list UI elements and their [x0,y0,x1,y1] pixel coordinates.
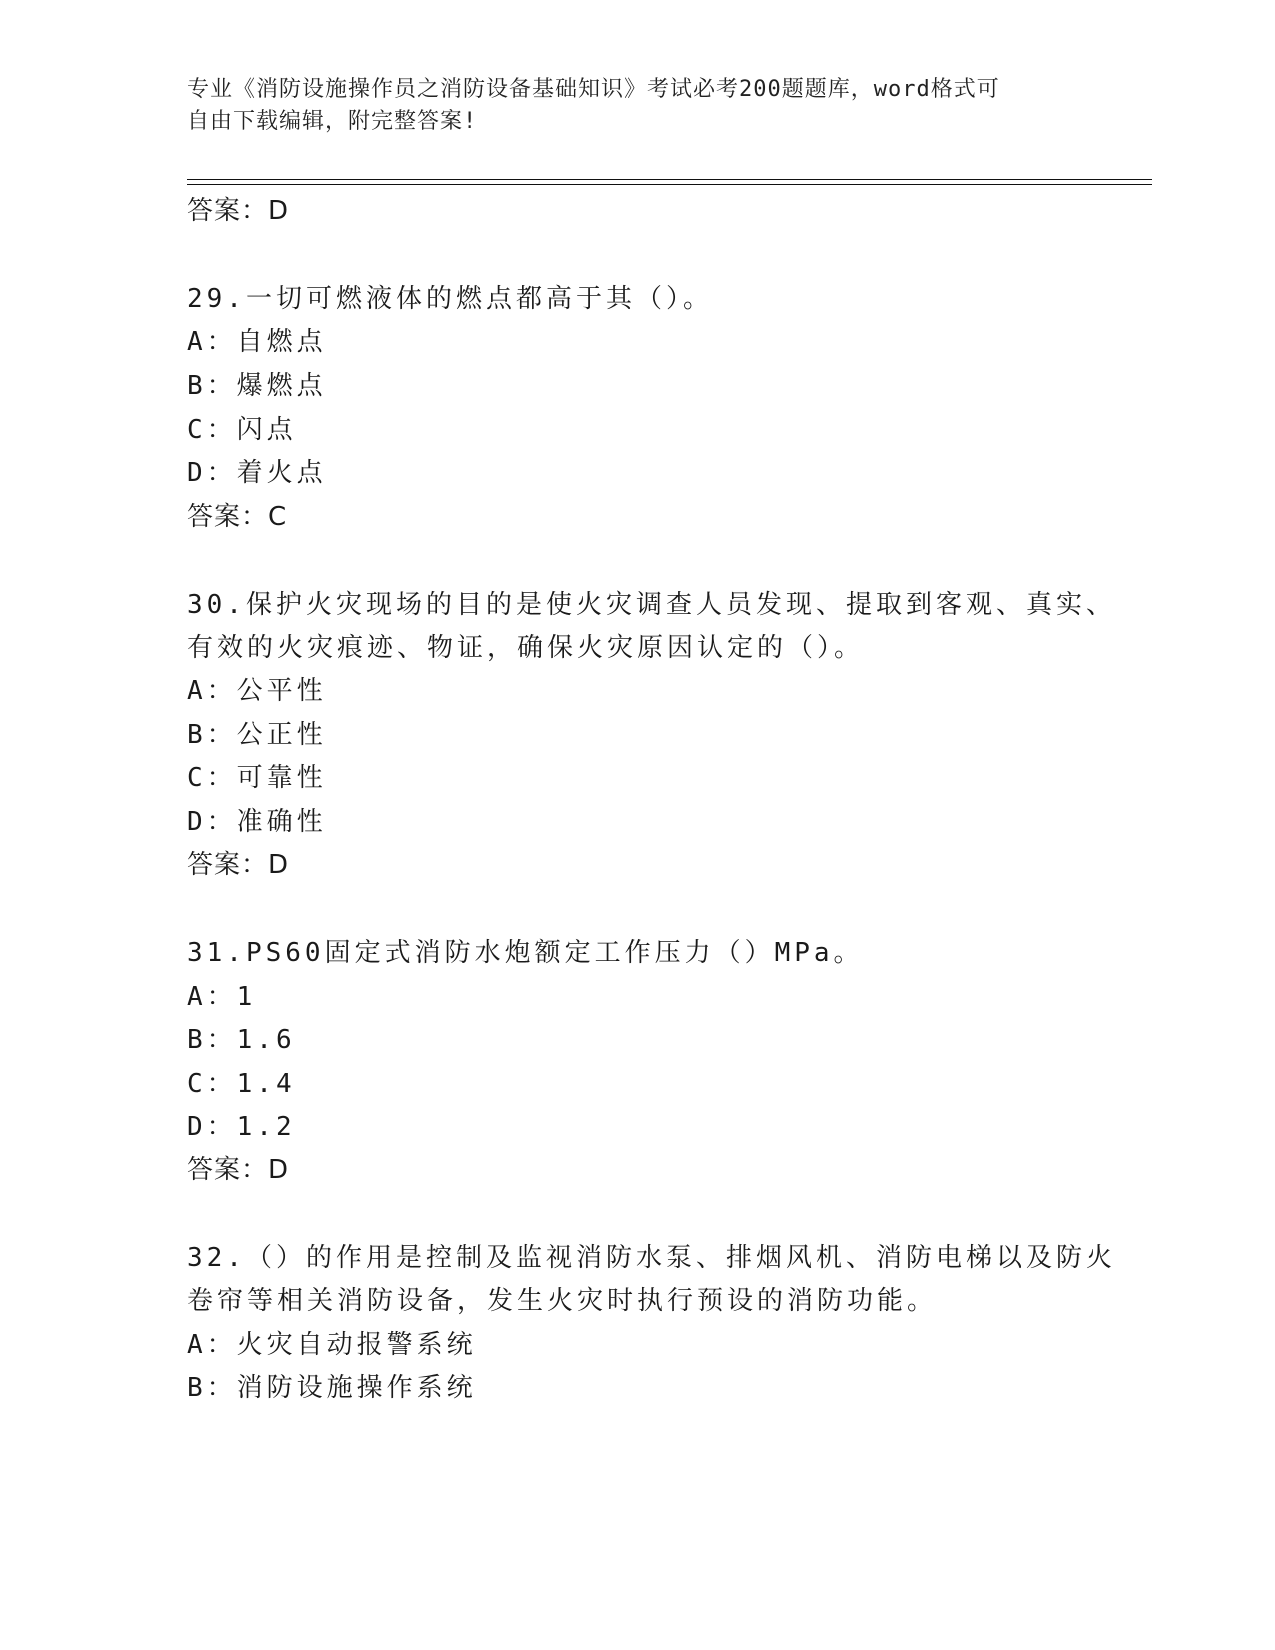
question-30-stem-line-1: 30.保护火灾现场的目的是使火灾调查人员发现、提取到客观、真实、 [187,590,1116,620]
previous-answer: 答案：D [187,196,290,226]
question-30-option-a: A：公平性 [187,676,327,706]
question-32-option-a: A：火灾自动报警系统 [187,1330,477,1360]
question-29-option-b: B：爆燃点 [187,371,327,401]
question-30-option-b: B：公正性 [187,720,327,750]
question-32-stem-line-2: 卷帘等相关消防设备，发生火灾时执行预设的消防功能。 [187,1286,938,1316]
header-line-2: 自由下载编辑，附完整答案! [187,109,478,134]
question-30-stem-line-2: 有效的火灾痕迹、物证，确保火灾原因认定的（）。 [187,633,865,663]
question-29-option-c: C：闪点 [187,415,297,445]
header-divider-top [187,179,1152,180]
question-32-stem-line-1: 32.（）的作用是控制及监视消防水泵、排烟风机、消防电梯以及防火 [187,1243,1116,1273]
header-divider-bottom [187,184,1152,185]
question-32-option-b: B：消防设施操作系统 [187,1373,477,1403]
question-30-answer: 答案：D [187,850,290,880]
question-31-stem: 31.PS60固定式消防水炮额定工作压力（）MPa。 [187,938,864,968]
question-29-option-d: D：着火点 [187,458,327,488]
question-31-answer: 答案：D [187,1155,290,1185]
question-29-stem: 29.一切可燃液体的燃点都高于其（）。 [187,284,713,314]
question-31-option-a: A：1 [187,982,257,1012]
question-31-option-c: C：1.4 [187,1069,296,1099]
header-line-1: 专业《消防设施操作员之消防设备基础知识》考试必考200题题库，word格式可 [187,77,1000,102]
question-31-option-b: B：1.6 [187,1025,296,1055]
question-31-option-d: D：1.2 [187,1112,296,1142]
question-29-option-a: A：自燃点 [187,327,327,357]
document-header [187,74,1087,138]
question-29-answer: 答案：C [187,502,288,532]
question-30-option-d: D：准确性 [187,807,327,837]
question-30-option-c: C：可靠性 [187,763,327,793]
